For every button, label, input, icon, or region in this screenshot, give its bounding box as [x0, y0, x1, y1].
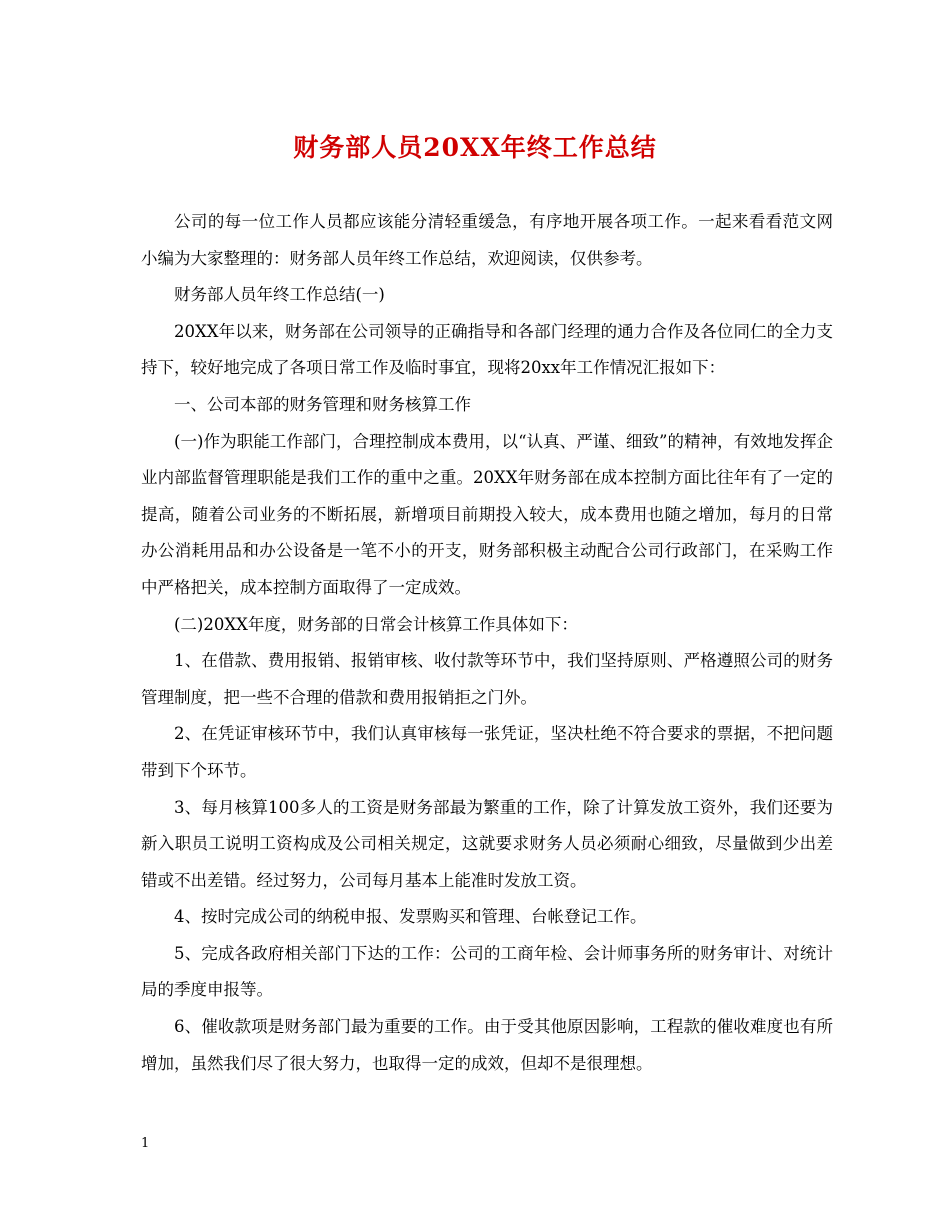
- accounting-heading-paragraph: (二)20XX年度，财务部的日常会计核算工作具体如下：: [174, 614, 578, 634]
- cost-control-paragraph: (一)作为职能工作部门，合理控制成本费用，以“认真、严谨、细致”的精神，有效地发挥企业内部监督管理职能是我们工作的重中之重。20XX年财务部在成本控制方面比往年有了一定的提高，随着公司业务的不断拓展，新增项目前期投入较大，成本费用也随之增加，每月的日常办公消耗用品和办公设备是一笔不小的开支，财务部积极主动配合公司行政部门，在采购工作中严格把关，成本控制方面取得了一定成效。: [141, 431, 833, 597]
- intro-paragraph: 公司的每一位工作人员都应该能分清轻重缓急，有序地开展各项工作。一起来看看范文网小编为大家整理的：财务部人员年终工作总结，欢迎阅读，仅供参考。: [141, 212, 833, 268]
- list-item: 4、按时完成公司的纳税申报、发票购买和管理、台帐登记工作。: [174, 907, 647, 927]
- document-title: 财务部人员20XX年终工作总结: [293, 133, 657, 162]
- list-item: 2、在凭证审核环节中，我们认真审核每一张凭证，坚决杜绝不符合要求的票据，不把问题带到下个环节。: [141, 724, 833, 780]
- list-item: 1、在借款、费用报销、报销审核、收付款等环节中，我们坚持原则、严格遵照公司的财务管理制度，把一些不合理的借款和费用报销拒之门外。: [141, 651, 833, 707]
- subsection-heading: 一、公司本部的财务管理和财务核算工作: [174, 394, 471, 414]
- page-number: 1: [141, 1136, 150, 1151]
- section-heading: 财务部人员年终工作总结(一): [174, 285, 385, 305]
- document-body: [141, 204, 833, 1082]
- list-item: 6、催收款项是财务部门最为重要的工作。由于受其他原因影响，工程款的催收难度也有所增加，虽然我们尽了很大努力，也取得一定的成效，但却不是很理想。: [141, 1017, 833, 1073]
- list-item: 3、每月核算100多人的工资是财务部最为繁重的工作，除了计算发放工资外，我们还要为新入职员工说明工资构成及公司相关规定，这就要求财务人员必须耐心细致，尽量做到少出差错或不出差错。经过努力，公司每月基本上能准时发放工资。: [141, 797, 833, 890]
- overview-paragraph: 20XX年以来，财务部在公司领导的正确指导和各部门经理的通力合作及各位同仁的全力支持下，较好地完成了各项日常工作及临时事宜，现将20xx年工作情况汇报如下：: [141, 321, 833, 378]
- list-item: 5、完成各政府相关部门下达的工作：公司的工商年检、会计师事务所的财务审计、对统计局的季度申报等。: [141, 943, 833, 1000]
